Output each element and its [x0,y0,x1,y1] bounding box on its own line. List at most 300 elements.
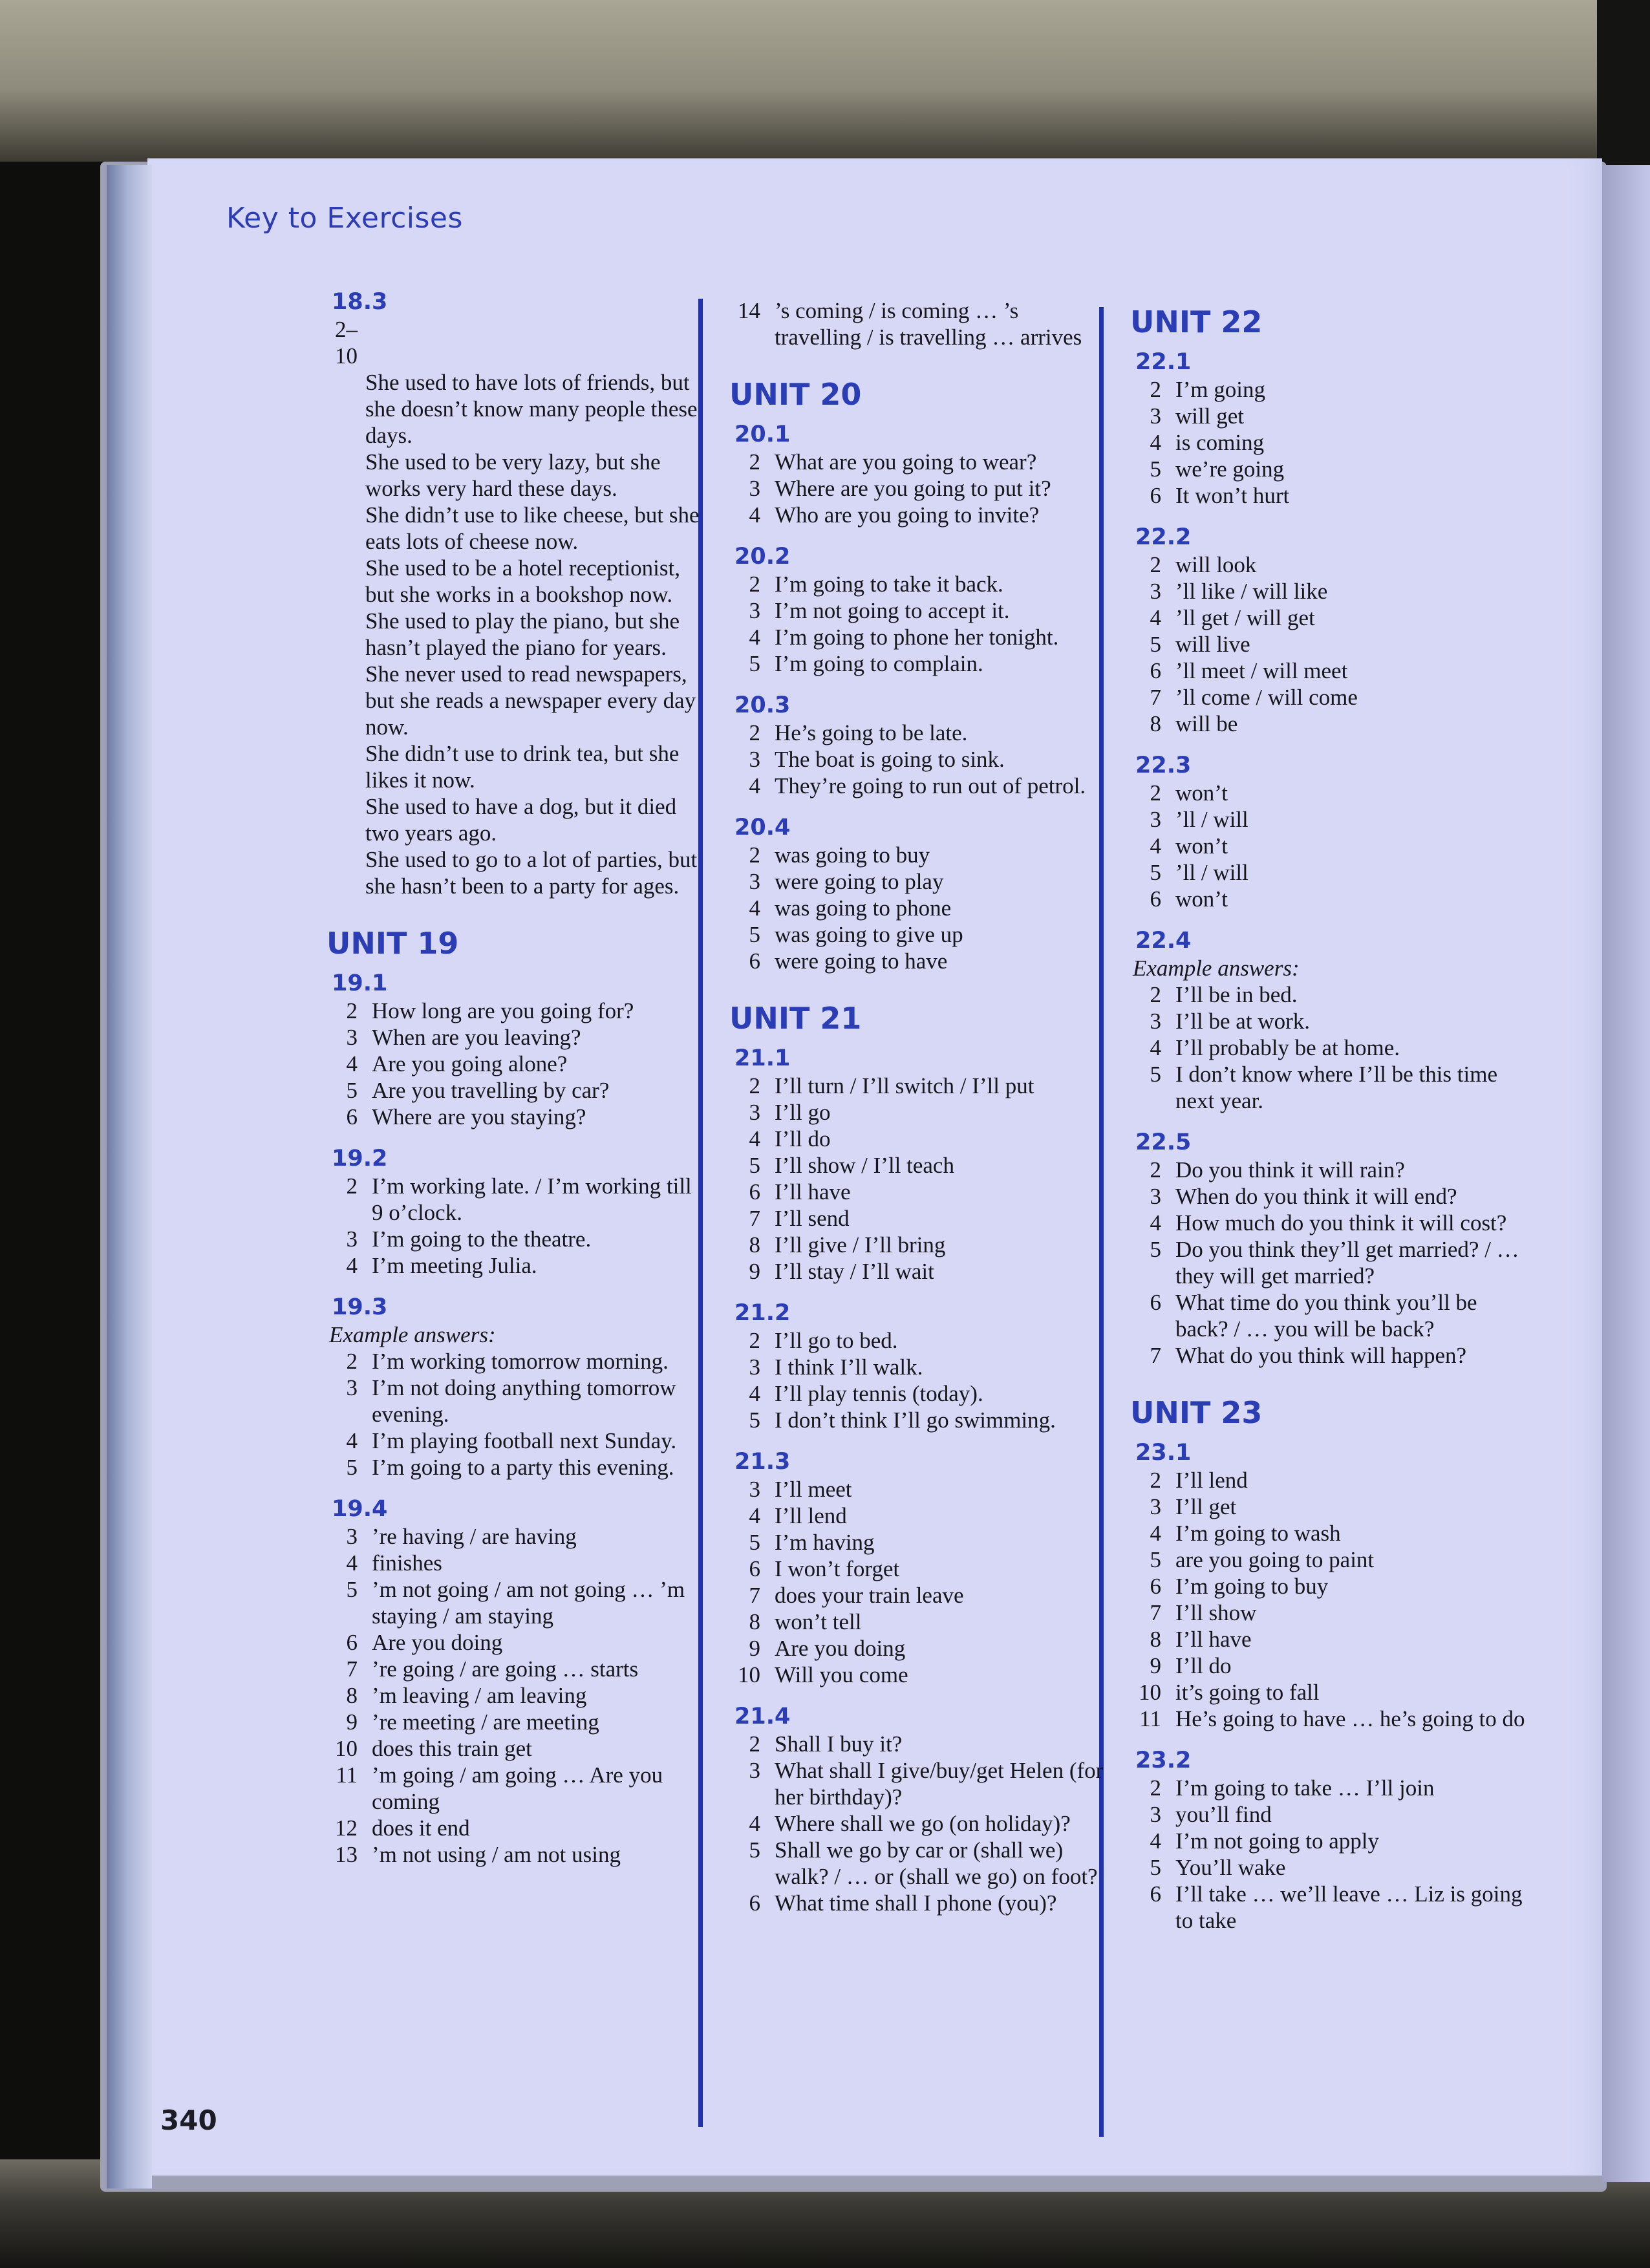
answer-text: I’ll go [775,1100,831,1125]
answer-text: I’m working late. / I’m working till 9 o’clock. [372,1173,692,1225]
answer-text: won’t [1175,780,1228,806]
answer-text: ’m going / am going … Are you coming [372,1762,663,1814]
answer-number: 4 [1150,833,1161,859]
answer-number: 10 [738,1662,760,1687]
answer-item [729,868,1111,895]
answer-text: ’ll get / will get [1175,605,1315,630]
answer-number: 3 [1150,1184,1161,1209]
answer-text: I’ll meet [775,1477,852,1502]
answer-text: I’m not doing anything tomorrow evening. [372,1375,676,1427]
answer-text: Do you think it will rain? [1175,1157,1405,1182]
answer-text: I’m going to take it back. [775,572,1003,597]
answer-item [1130,1008,1531,1034]
answer-text: I’m not going to apply [1175,1828,1379,1854]
answer-text: She never used to read newspapers, but she reads a newspaper every day now. [365,661,696,740]
facing-page-edge [1602,165,1650,2182]
answer-item [729,1582,1111,1609]
answer-number: 6 [749,1179,760,1204]
answer-text: ’m not going / am not going … ’m staying / am staying [372,1577,685,1629]
answer-text: will get [1175,403,1244,429]
answer-item [1130,780,1531,806]
answer-item [1130,886,1531,912]
answer-text: I’ll play tennis (today). [775,1381,983,1406]
answer-text: I’m going to wash [1175,1521,1341,1546]
answer-item [729,1757,1111,1810]
answer-item [327,1252,708,1279]
exercise-number: 22.5 [1135,1129,1192,1155]
exercise-number: 21.1 [734,1045,791,1071]
answer-item [327,1077,708,1104]
exercise-block [1130,1746,1531,1934]
answer-number: 3 [1150,1009,1161,1034]
answer-number: 9 [346,1709,358,1735]
answer-number: 5 [1150,1547,1161,1572]
answer-text: What shall I give/buy/get Helen (for her birthday)? [775,1758,1104,1810]
answer-item [327,1523,708,1550]
answer-number: 11 [336,1762,358,1788]
answer-item [1130,482,1531,509]
answer-text: It won’t hurt [1175,483,1290,508]
answer-item [1130,658,1531,684]
answer-number: 5 [1150,1062,1161,1087]
answer-text: will look [1175,552,1257,577]
answer-number: 6 [1150,886,1161,912]
answer-number: 4 [749,625,760,650]
answer-number: 2 [749,572,760,597]
answer-item [327,1024,708,1051]
answer-number: 5 [749,651,760,676]
exercise-continuation [729,297,1111,350]
answer-item [1130,604,1531,631]
answer-number: 10 [335,1736,358,1761]
answer-text: was going to buy [775,842,930,868]
answer-number: 2 [1150,982,1161,1007]
answer-text: Shall I buy it? [775,1731,903,1757]
answer-number: 3 [749,869,760,894]
answer-number: 2 [1150,377,1161,402]
answer-number: 2 [346,1173,358,1199]
answer-text: Will you come [775,1662,908,1687]
answer-number: 5 [749,1407,760,1433]
answer-number: 3 [1150,1494,1161,1519]
answer-item [1130,403,1531,429]
answer-item [729,1073,1111,1099]
answer-number: 14 [738,298,760,323]
answer-item [1130,1342,1531,1369]
exercise-block [1130,523,1531,737]
answer-number: 3 [1150,807,1161,832]
exercise-number: 19.3 [332,1294,388,1320]
answer-item [1130,806,1531,833]
answer-number: 2 [1150,1775,1161,1801]
answer-text: won’t [1175,886,1228,912]
answer-text: I’m having [775,1530,875,1555]
answer-text: I’ll have [1175,1627,1252,1652]
answer-text: I think I’ll walk. [775,1354,923,1380]
answer-text: was going to phone [775,895,952,921]
answer-text: Are you going alone? [372,1051,568,1076]
answer-number: 3 [749,598,760,623]
answer-item [1130,1679,1531,1706]
answer-number: 6 [1150,658,1161,683]
answer-number: 10 [1139,1680,1161,1705]
answer-item [1130,376,1531,403]
answer-number: 2 [749,449,760,475]
exercise-block [327,288,708,899]
answer-text: I won’t forget [775,1556,900,1581]
answer-text: I’ll give / I’ll bring [775,1232,946,1257]
answer-item [327,1576,708,1629]
answer-text: When do you think it will end? [1175,1184,1457,1209]
answer-item [327,1348,708,1375]
answer-text: I’ll go to bed. [775,1328,898,1353]
answer-text: You’ll wake [1175,1855,1286,1880]
answer-item [1130,1653,1531,1679]
answer-item [729,1099,1111,1126]
answer-text: I’m going to complain. [775,651,983,676]
answer-number: 13 [335,1842,358,1867]
answer-number: 4 [749,1503,760,1528]
answer-number: 2 [749,1328,760,1353]
answer-text: I’ll get [1175,1494,1237,1519]
answer-text: She used to be a hotel receptionist, but she works in a bookshop now. [365,555,680,607]
answer-text: I’m going to phone her tonight. [775,625,1059,650]
answer-text: were going to have [775,948,948,974]
answer-item [729,1179,1111,1205]
answer-item [327,1375,708,1428]
exercise-number: 21.4 [734,1704,791,1729]
answer-text: What time shall I phone (you)? [775,1890,1057,1916]
answer-item [1130,1546,1531,1573]
answer-text: She used to go to a lot of parties, but she hasn’t been to a party for ages. [365,847,698,899]
answer-item [729,502,1111,528]
answer-number: 4 [1150,1035,1161,1060]
answer-item [327,1051,708,1077]
answer-text: we’re going [1175,456,1285,482]
answer-number: 4 [1150,1828,1161,1854]
exercise-number: 19.1 [332,970,388,996]
answer-item [1130,1626,1531,1653]
answer-number: 4 [749,895,760,921]
answer-number: 3 [1150,403,1161,429]
answer-number: 3 [749,1100,760,1125]
answer-number: 4 [346,1253,358,1278]
answer-item [729,1731,1111,1757]
answer-text: She used to be very lazy, but she works very hard these days. [365,449,661,501]
answer-item [729,1503,1111,1529]
page-title: Key to Exercises [226,202,463,235]
answer-number: 3 [749,1477,760,1502]
answer-number: 8 [1150,1627,1161,1652]
answer-item [1130,429,1531,456]
answer-item [729,1152,1111,1179]
answer-text: ’m leaving / am leaving [372,1683,587,1708]
answer-number: 2 [346,1349,358,1374]
answer-item [729,297,1111,350]
answer-item [729,1380,1111,1407]
answer-item [729,1232,1111,1258]
answer-item [729,1810,1111,1837]
answer-item [327,1550,708,1576]
answer-number: 8 [1150,711,1161,736]
answer-item [1130,1183,1531,1210]
answer-item [1130,1289,1531,1342]
answer-item [327,1104,708,1130]
answer-text: ’ll like / will like [1175,579,1328,604]
answer-text: ’ll come / will come [1175,685,1358,710]
answer-item [729,1476,1111,1503]
answer-column-2 [729,297,1111,1931]
answer-number: 4 [346,1550,358,1576]
answer-number: 5 [749,922,760,947]
answer-text: ’re having / are having [372,1524,577,1549]
answer-item [729,1529,1111,1556]
answer-number: 5 [346,1078,358,1103]
answer-item [729,624,1111,650]
answer-text: I’ll do [1175,1653,1232,1678]
answer-number: 4 [1150,1210,1161,1236]
answer-text: Are you doing [372,1630,503,1655]
answer-text: does your train leave [775,1583,964,1608]
answer-text: I’ll be at work. [1175,1009,1310,1034]
exercise-block [1130,1439,1531,1732]
answer-number: 4 [1150,430,1161,455]
exercise-block [1130,348,1531,509]
answer-text: Where are you going to put it? [775,476,1051,501]
answer-text: ’m not using / am not using [372,1842,621,1867]
answer-item [729,720,1111,746]
answer-text: What do you think will happen? [1175,1343,1467,1368]
answer-number: 4 [749,1811,760,1836]
answer-text: ’re meeting / are meeting [372,1709,599,1735]
answer-number: 2 [1150,1157,1161,1182]
answer-item [1130,833,1531,859]
answer-text: I’ll take … we’ll leave … Liz is going to take [1175,1881,1523,1933]
answer-text: She didn’t use to drink tea, but she likes it now. [365,741,680,793]
answer-text: I’ll have [775,1179,851,1204]
answer-number: 3 [749,747,760,772]
answer-item [1130,456,1531,482]
answer-number: 8 [749,1232,760,1257]
answer-column-3 [1130,304,1531,1948]
answer-text: Where are you staying? [372,1104,586,1129]
answer-text: will live [1175,632,1250,657]
answer-text: it’s going to fall [1175,1680,1320,1705]
answer-number: 5 [1150,632,1161,657]
scan-background-top [0,0,1650,162]
answer-number: 3 [1150,579,1161,604]
answer-number: 9 [1150,1653,1161,1678]
answer-number: 2 [749,842,760,868]
answer-text: I’m meeting Julia. [372,1253,537,1278]
answer-number: 5 [749,1837,760,1863]
answer-item [1130,1061,1531,1114]
answer-number: 4 [346,1051,358,1076]
exercise-block [729,1448,1111,1688]
answer-item [327,1173,708,1226]
answer-item [327,1428,708,1454]
answer-text: She used to have lots of friends, but she doesn’t know many people these days. [365,370,698,448]
answer-item [1130,1775,1531,1801]
answer-item [327,1226,708,1252]
answer-text: I’ll send [775,1206,850,1231]
answer-item [1130,1034,1531,1061]
exercise-number: 20.4 [734,815,791,840]
answer-number: 2 [1150,780,1161,806]
answer-number: 5 [1150,456,1161,482]
answer-text: I’ll lend [1175,1468,1248,1493]
answer-item [729,449,1111,475]
answer-text: does it end [372,1815,470,1841]
answer-text: What time do you think you’ll be back? / … you will be back? [1175,1290,1477,1342]
answer-number: 6 [749,1890,760,1916]
answer-column-1 [327,288,708,1882]
answer-text: I’m going to the theatre. [372,1226,592,1252]
answer-item [729,1327,1111,1354]
answer-number: 7 [749,1583,760,1608]
answer-text: was going to give up [775,922,963,947]
exercise-number: 22.1 [1135,349,1192,375]
answer-number: 4 [749,1126,760,1151]
answer-text: Where shall we go (on holiday)? [775,1811,1071,1836]
answer-text: you’ll find [1175,1802,1272,1827]
answer-number: 8 [346,1683,358,1708]
answer-text: I’ll do [775,1126,831,1151]
answer-number: 5 [749,1530,760,1555]
answer-range [327,316,708,369]
answer-item [1130,631,1531,658]
answer-text: were going to play [775,869,944,894]
answer-text: When are you leaving? [372,1025,581,1050]
exercise-block [729,420,1111,528]
exercise-number: 18.3 [332,289,388,315]
answer-item [729,1635,1111,1662]
exercise-block [729,691,1111,799]
exercise-number: 22.4 [1135,928,1192,954]
exercise-number: 20.3 [734,692,791,718]
answer-text: Shall we go by car or (shall we) walk? / … or (shall we go) on foot? [775,1837,1098,1889]
answer-number: 7 [1150,1600,1161,1625]
answer-number: 3 [346,1226,358,1252]
answer-item [1130,859,1531,886]
answer-number: 7 [749,1206,760,1231]
exercise-block [729,1044,1111,1285]
answer-number: 6 [1150,1881,1161,1907]
answer-text: won’t [1175,833,1228,859]
answer-item [729,1662,1111,1688]
answer-text: ’ll / will [1175,807,1248,832]
answer-text: Who are you going to invite? [775,502,1040,528]
answer-item [1130,981,1531,1008]
answer-number: 9 [749,1259,760,1284]
answer-text: I’m going [1175,377,1266,402]
answer-item [729,1126,1111,1152]
answer-number: 6 [1150,1290,1161,1315]
answer-text: won’t tell [775,1609,862,1634]
answer-item [729,1556,1111,1582]
answer-item [729,842,1111,868]
book-spine [107,165,152,2188]
answer-item [729,1837,1111,1890]
answer-number: 2 [749,1731,760,1757]
exercise-block [327,969,708,1130]
answer-number: 6 [346,1104,358,1129]
exercise-block [729,1702,1111,1916]
answer-item [327,1454,708,1481]
unit-heading: UNIT 21 [729,1001,862,1036]
answer-item [1130,551,1531,578]
answer-number: 6 [1150,1574,1161,1599]
answer-item [327,1656,708,1682]
answer-item [729,895,1111,921]
answer-number: 8 [749,1609,760,1634]
exercise-block [327,1495,708,1868]
answer-number: 4 [749,502,760,528]
answer-number: 6 [749,948,760,974]
answer-item [1130,1881,1531,1934]
exercise-number: 22.3 [1135,753,1192,778]
answer-number: 2 [749,720,760,745]
answer-number: 6 [749,1556,760,1581]
answer-item [729,571,1111,597]
answer-text: He’s going to have … he’s going to do [1175,1706,1525,1731]
answer-number: 6 [1150,483,1161,508]
answer-text: will be [1175,711,1238,736]
answer-text: does this train get [372,1736,532,1761]
answer-text: I’m not going to accept it. [775,598,1010,623]
answer-number: 3 [749,1354,760,1380]
answer-item [327,1841,708,1868]
answer-text: I’ll lend [775,1503,847,1528]
answer-number: 9 [749,1636,760,1661]
exercise-number: 20.1 [734,422,791,447]
answer-item [729,1205,1111,1232]
answer-number: 3 [346,1524,358,1549]
answer-number: 3 [346,1375,358,1400]
answer-item [327,998,708,1024]
unit-heading: UNIT 23 [1130,1395,1263,1430]
answer-item [1130,1210,1531,1236]
answer-number: 7 [1150,1343,1161,1368]
answer-number: 4 [1150,1521,1161,1546]
answer-item [729,746,1111,773]
answer-number: 3 [346,1025,358,1050]
answer-text: I’m going to a party this evening. [372,1455,674,1480]
exercise-block [1130,751,1531,912]
answer-item [729,475,1111,502]
exercise-number: 22.2 [1135,524,1192,550]
answer-item [327,1762,708,1815]
exercise-number: 21.3 [734,1449,791,1475]
answer-item [327,1735,708,1762]
answer-text: is coming [1175,430,1265,455]
exercise-block [729,813,1111,974]
unit-heading: UNIT 20 [729,377,862,412]
answer-item [1130,1520,1531,1546]
answer-item [729,948,1111,974]
answer-item [729,1890,1111,1916]
answer-number: 5 [1150,860,1161,885]
exercise-block [1130,1128,1531,1369]
answer-item [1130,684,1531,711]
answer-text: I’m playing football next Sunday. [372,1428,677,1453]
answer-item [729,1407,1111,1433]
answer-number: 5 [346,1455,358,1480]
answer-item [729,773,1111,799]
answer-number: 12 [335,1815,358,1841]
answer-text: She didn’t use to like cheese, but she eats lots of cheese now. [365,502,700,554]
answer-number: 2 [346,998,358,1023]
